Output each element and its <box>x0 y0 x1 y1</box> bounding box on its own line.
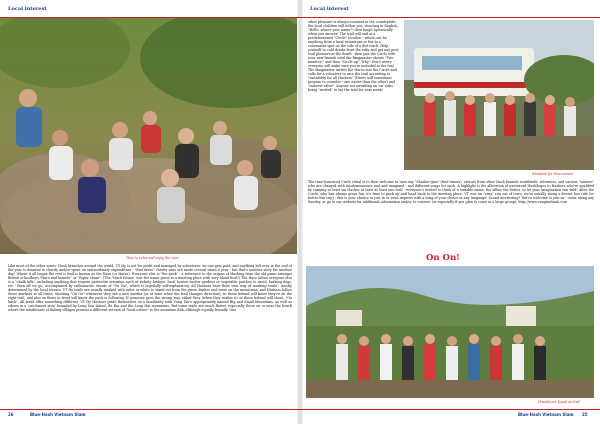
newcomers-group-image <box>404 20 594 170</box>
right-top-photo <box>404 20 594 170</box>
right-footer-title: Blue-Hash Vietnam Slam <box>518 412 574 417</box>
friends-on-trail-image <box>306 266 594 398</box>
right-column-text: other pleasure is always constant in the countryside: the local children will follow you, shouting in English, "Hello, what's your name?" then laugh hysterically when you answer! The trail will end at a predetermined "Circle" location - which can be anything from a local restaurant or bar to a convenient spot on the side of a dirt track. Help yourself to cold drinks from the esky and get any post-trail pleasure at the finish - then join the Circle with your new friends until the Ringmaster shouts "Two minutes!" and then "Circle up". Why? Don't worry - everyone will make sure you're included in the fun! The Ringmaster invites the Hares into the Circle and calls for a volunteer to rate the trail according to "suitability for all Hashers" (Hares will sometimes prepare to consider - one easier than the other) and "interest value". Anyone not awarding an 'on' risks being "invited" to lay the trail for next week! <box>308 20 400 92</box>
right-page <box>300 0 600 424</box>
left-page-footer <box>0 409 300 420</box>
left-body-text: Like most of the other zones- Hash branches around the world, VT Hy is not for profit and managed by volunteers: no-one gets paid, and anything left over at the end of the year is donated to charity and/or spent on extraordinary expenditure - "Red dress" charity runs are made several times a year - but that's another story for another day! Where it all began the rest is trail is known as the Hare (or Hares). Everyone else is "the pack" - a reference to the origins of Hashing from the old game amongst British schoolboys "Hare and hounds" or "Paper chase". (The "Hash House" was the name given to a meeting place with very bland food!) The Hare (often everyone else is a "chalk talk", including anything that require particular attention such as rickety bridges, local houses and/or gardens or vegetable patches to avoid, barking dogs, etc - then off we go, accompanied by enthusiastic shouts of "On On", which is hopefully self-explanatory. All Hashers have their own way of marking trails - mostly determined by the local terrain. VT Hy trails are usually marked with toilet or white to stand out from the green bushes and trees on the mountains, and Hashers follow these markers at all times, shouting "On On" whenever they see a new marker (or at least when the trail changes direction), so those behind will know they're on the right trail, and also so those in front will know the pack is following. If someone goes the wrong way, either they (when they realise it) or those behind will shout, "On back". All trails offer something different. VT Hy Hashers pride themselves on a familiarity with Vung Tau's appropriately named Big and Small Mountains, as well as others in a 'catchment area' bounded by Long Son Island, Ba Ria and the Long Hai mountains. But some trails are much flatter, especially those on or near the beach where the inhabitants of fishing villages present a different version of "local colour" to the mountain folk, although equally friendly. One <box>8 264 292 312</box>
right-page-header <box>300 3 600 18</box>
hikers-resting-image <box>0 18 297 254</box>
right-page-footer <box>300 409 600 420</box>
left-section-title: Local interest <box>8 6 47 12</box>
left-hikers-photo <box>0 18 297 254</box>
left-photo-caption: Time to relax and enjoy the view <box>126 256 179 260</box>
left-page-header <box>0 3 300 18</box>
right-top-caption: Initiation for Newcomers <box>532 172 573 176</box>
left-footer-title: Blue-Hash Vietnam Slam <box>30 412 86 417</box>
right-full-text: The time-honoured Circle ritual is to then welcome in turn any "Shadow-gins" (first-timers), visitors from other Hash kennels worldwide, returnees, and various "sinners" who are charged with misdemeanours real and imagined - and different songs for each. A highlight is the allocation of irreverent Hash/logos to Hashers who've qualified by running at least six Hashes at least at least one trail - everyone's invited to think of a suitable name, the sillier the better, so let your imagination run wild! After the Circle, who has always great fun, it's time to pack up and head back to the meeting place. VT was an "easy" run out of town, we're usually along a decent bus ride (or better bus trip) - this is your chance to join in or even impress with a song of your choice in any language! Sound interesting? You're welcome to join us - come along any Sunday, or go to our website for additional information and/or to connect (or especially if you plan to come in a large group): http://www.vungtauhash.com <box>308 180 594 204</box>
left-page-number: 26 <box>8 412 14 417</box>
right-bottom-caption: Friends are found on trail <box>538 400 580 404</box>
page-gutter <box>297 0 303 424</box>
on-on-heading: On On! <box>426 253 460 263</box>
right-bottom-photo <box>306 266 594 398</box>
right-page-number: 25 <box>582 412 588 417</box>
right-section-title: Local interest <box>310 6 349 12</box>
